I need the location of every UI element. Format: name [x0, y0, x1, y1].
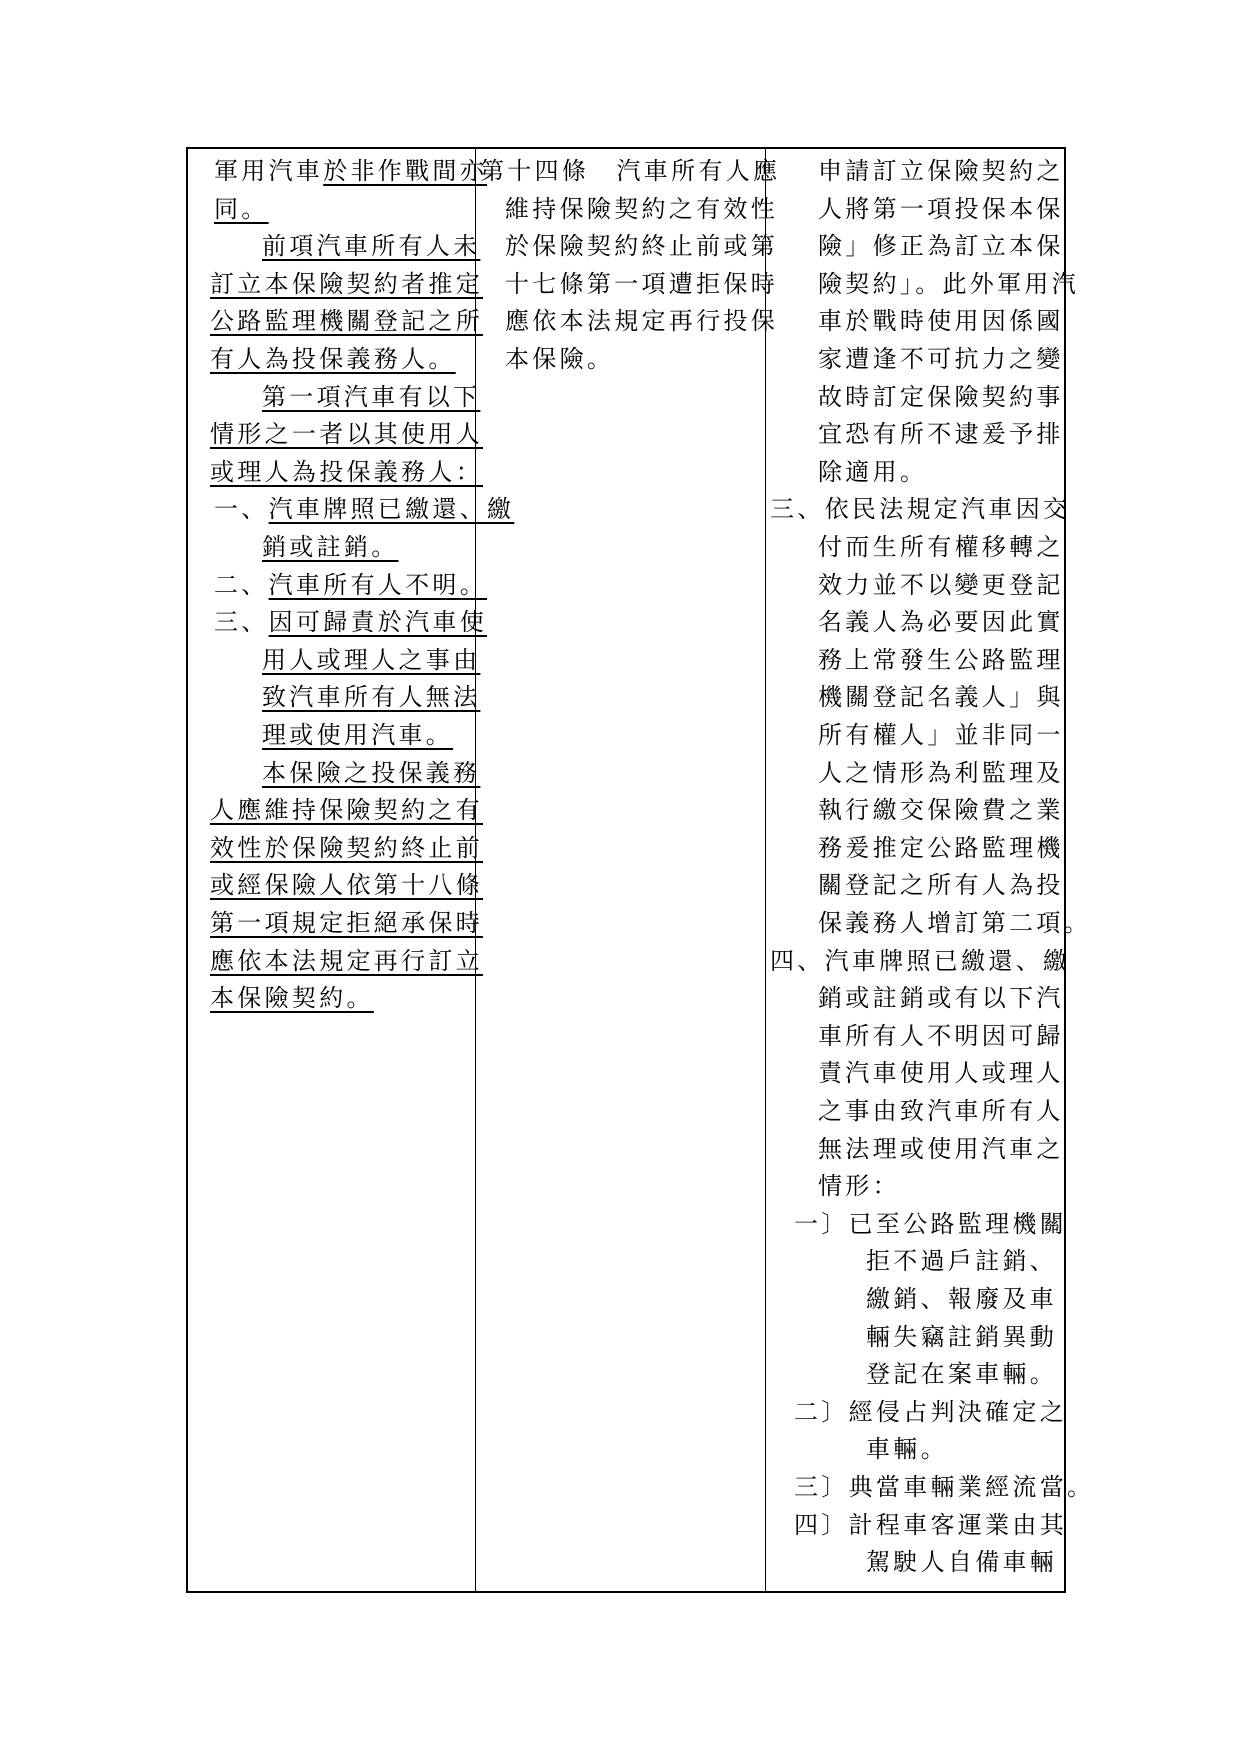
left-text-line: [210, 415, 483, 453]
left-text-line: [210, 265, 483, 303]
left-text-line: [210, 942, 483, 980]
right-text-line: 務爰推定公路監理機: [818, 833, 1064, 862]
right-text-line: 車所有人不明因可歸: [818, 1021, 1064, 1050]
middle-text-line: 十七條第一項遭拒保時: [505, 269, 778, 298]
list-number: 二、: [214, 570, 269, 599]
middle-text-line: 應依本法規定再行投保: [505, 307, 778, 336]
right-text-line: 除適用。: [818, 457, 928, 486]
left-text-line: [262, 378, 480, 416]
left-text-line: [262, 716, 453, 754]
middle-text-line: 維持保險契約之有效性: [505, 194, 778, 223]
amended-text: 人應維持保險契約之有: [210, 796, 483, 825]
left-text-line: [210, 829, 483, 867]
amended-text: 公路監理機關登記之所: [210, 307, 483, 336]
middle-text-line: 第十四條 汽車所有人應: [480, 157, 781, 185]
right-text-line: 付而生所有權移轉之: [818, 533, 1064, 561]
right-text-line: 機關登記名義人」與: [818, 683, 1064, 712]
right-text-line: 執行繳交保險費之業: [818, 796, 1064, 825]
amended-text: 本保險契約。: [210, 984, 374, 1013]
right-text-line: 務上常發生公路監理: [818, 645, 1064, 674]
left-text-line: [262, 641, 480, 679]
right-text-line: 銷或註銷或有以下汽: [818, 984, 1064, 1013]
amended-text: 理或使用汽車。: [262, 721, 454, 749]
left-text-line: [214, 603, 487, 641]
right-text-line: 責汽車使用人或理人: [818, 1059, 1064, 1088]
right-text-line: 輛失竊註銷異動: [866, 1322, 1058, 1351]
right-text-line: 所有權人」並非同一: [818, 721, 1064, 749]
middle-text-line: 於保險契約終止前或第: [505, 232, 778, 261]
right-text-line: 人將第一項投保本保: [818, 194, 1064, 223]
amended-text: 第一項規定拒絕承保時: [210, 909, 483, 937]
right-text-line: 三、依民法規定汽車因交: [770, 495, 1071, 524]
amended-text: 第一項汽車有以下: [262, 382, 481, 411]
amended-text: 致汽車所有人無法: [262, 683, 481, 712]
right-text-line: 險契約」。此外軍用汽: [818, 269, 1079, 298]
left-text-line: [210, 340, 456, 378]
right-text-line: 人之情形為利監理及: [818, 758, 1064, 787]
right-text-line: 三〕典當車輛業經流當。: [794, 1473, 1095, 1501]
right-text-line: 一〕已至公路監理機關: [794, 1209, 1067, 1238]
left-text-line: [214, 490, 514, 528]
amended-text: 同。: [214, 194, 269, 223]
left-text-line: [214, 566, 487, 604]
left-text-line: [210, 302, 483, 340]
right-text-line: 險」修正為訂立本保: [818, 232, 1064, 261]
right-text-line: 拒不過戶註銷、: [866, 1247, 1058, 1276]
amended-text: 本保險之投保義務: [262, 758, 481, 787]
right-text-line: 四〕計程車客運業由其: [794, 1510, 1067, 1539]
amended-text: 訂立本保險契約者推定: [210, 269, 483, 298]
right-text-line: 申請訂立保險契約之: [818, 157, 1064, 185]
right-text-line: 家遭逢不可抗力之變: [818, 345, 1064, 373]
amended-text: 前項汽車所有人未: [262, 232, 481, 261]
left-text-line: [262, 528, 399, 566]
column-divider: [765, 149, 766, 1591]
right-text-line: 車於戰時使用因係國: [818, 307, 1064, 336]
right-text-line: 情形：: [818, 1172, 900, 1201]
left-text-line: [210, 979, 374, 1017]
left-text-line: [210, 904, 483, 942]
right-text-line: 關登記之所有人為投: [818, 871, 1064, 900]
right-text-line: 之事由致汽車所有人: [818, 1097, 1064, 1125]
right-text-line: 駕駛人自備車輛: [866, 1548, 1058, 1577]
right-text-line: 保義務人增訂第二項。: [818, 909, 1091, 937]
amended-text: 或理人為投保義務人：: [210, 457, 483, 486]
left-text-line: [214, 190, 269, 228]
amended-text: 或經保險人依第十八條: [210, 871, 483, 900]
right-text-line: 四、汽車牌照已繳還、繳: [770, 946, 1071, 975]
right-text-line: 繳銷、報廢及車: [866, 1285, 1058, 1313]
amended-text: 有人為投保義務人。: [210, 345, 456, 373]
left-text-line: [210, 791, 483, 829]
amended-text: 因可歸責於汽車使: [268, 608, 488, 637]
left-text-line: [262, 678, 480, 716]
amended-text: 銷或註銷。: [262, 533, 399, 561]
list-number: 軍用汽車: [214, 157, 324, 185]
amended-text: 汽車牌照已繳還、繳: [268, 495, 515, 524]
left-text-line: [262, 227, 480, 265]
right-text-line: 效力並不以變更登記: [818, 570, 1064, 599]
amended-text: 於非作戰間亦: [323, 157, 488, 185]
amended-text: 情形之一者以其使用人: [210, 420, 483, 449]
list-number: 三、: [214, 608, 269, 637]
right-text-line: 登記在案車輛。: [866, 1360, 1058, 1389]
middle-text-line: 本保險。: [505, 345, 615, 373]
left-text-line: [210, 866, 483, 904]
right-text-line: 故時訂定保險契約事: [818, 382, 1064, 411]
left-text-line: [262, 754, 480, 792]
left-text-line: [214, 152, 487, 190]
right-text-line: 車輛。: [866, 1435, 948, 1464]
amended-text: 應依本法規定再行訂立: [210, 946, 483, 975]
amended-text: 汽車所有人不明。: [268, 570, 488, 599]
list-number: 一、: [214, 495, 269, 524]
amended-text: 效性於保險契約終止前: [210, 833, 483, 862]
right-text-line: 無法理或使用汽車之: [818, 1134, 1064, 1163]
right-text-line: 宜恐有所不逮爰予排: [818, 420, 1064, 449]
left-text-line: [210, 453, 483, 491]
right-text-line: 名義人為必要因此實: [818, 608, 1064, 637]
amended-text: 用人或理人之事由: [262, 645, 481, 674]
right-text-line: 二〕經侵占判決確定之: [794, 1397, 1067, 1426]
